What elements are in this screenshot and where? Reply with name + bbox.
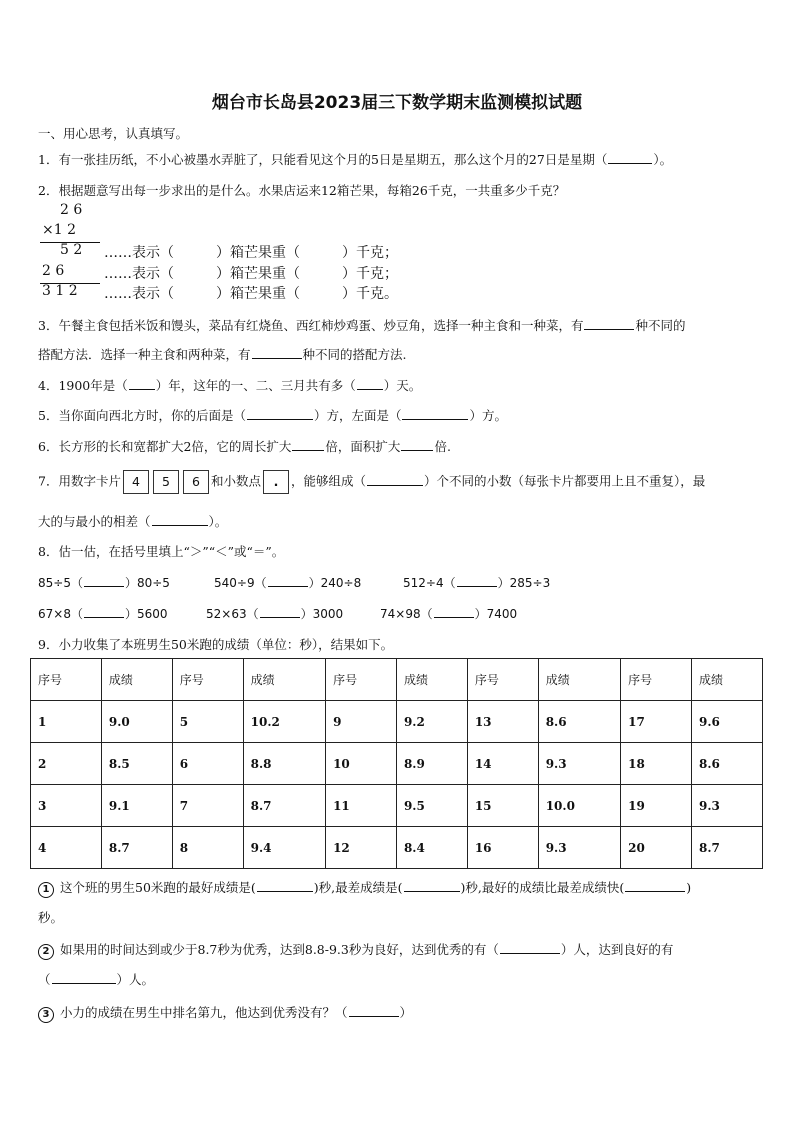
calc-row-5-num: 3 1 2: [42, 283, 78, 299]
question-1: [38, 150, 672, 168]
s3-blank[interactable]: [349, 1003, 399, 1017]
table-cell: 9.1: [101, 785, 172, 827]
table-header-cell: 成绩: [538, 659, 620, 701]
s1-text-b: )秒,最差成绩是(: [313, 880, 403, 895]
table-row: [31, 701, 763, 743]
q3-text-b: 种不同的: [635, 318, 686, 333]
table-cell: 1: [31, 701, 102, 743]
est-1-blank[interactable]: [84, 573, 124, 587]
table-header-cell: 成绩: [692, 659, 763, 701]
table-cell: 8.6: [692, 743, 763, 785]
table-cell: 8.7: [101, 827, 172, 869]
q9-sub-1-cont: 秒。: [38, 910, 64, 925]
question-5: [38, 406, 507, 424]
q7-text-f: ）。: [208, 514, 228, 529]
calc-label-1: [104, 242, 398, 262]
question-7-line-2: [38, 512, 227, 530]
question-8: 8．估一估，在括号里填上“＞”“＜”或“＝”。: [38, 544, 285, 559]
table-cell: 8.8: [243, 743, 325, 785]
q6-blank-2[interactable]: [401, 437, 433, 451]
calc-row-1: 2 6: [60, 202, 83, 218]
table-header-cell: 成绩: [243, 659, 325, 701]
q7-text-d: ）个不同的小数（每张卡片都要用上且不重复），最: [424, 473, 706, 489]
q7-text-e: 大的与最小的相差（: [38, 514, 151, 529]
table-cell: 12: [326, 827, 397, 869]
table-cell: 10.2: [243, 701, 325, 743]
table-cell: 11: [326, 785, 397, 827]
table-cell: 9.2: [396, 701, 467, 743]
table-cell: 9: [326, 701, 397, 743]
q1-text-end: ）。: [653, 152, 673, 167]
table-cell: 4: [31, 827, 102, 869]
s3-text-a: 小力的成绩在男生中排名第九，他达到优秀没有？（: [60, 1005, 348, 1020]
calc-label-1-b: ）箱芒果重（: [216, 245, 300, 261]
table-cell: 8: [172, 827, 243, 869]
digit-card-5: 5: [153, 470, 179, 494]
q6-text-b: 倍，面积扩大: [325, 439, 401, 454]
q4-blank-2[interactable]: [357, 376, 383, 390]
estimate-1: [38, 573, 170, 591]
q7-blank-1[interactable]: [367, 472, 423, 486]
table-cell: 9.6: [692, 701, 763, 743]
q3-text-a: 3．午餐主食包括米饭和馒头，菜品有红烧鱼、西红柿炒鸡蛋、炒豆角，选择一种主食和一种菜，有: [38, 318, 584, 333]
q4-blank-1[interactable]: [129, 376, 155, 390]
s2-text-c: （: [38, 972, 51, 987]
s2-text-d: ）人。: [116, 972, 155, 987]
table-header-cell: 成绩: [396, 659, 467, 701]
est-2-blank[interactable]: [268, 573, 308, 587]
q7-text-a: 7．用数字卡片: [38, 473, 121, 489]
question-4: [38, 376, 421, 394]
digit-card-4: 4: [123, 470, 149, 494]
table-cell: 18: [621, 743, 692, 785]
table-cell: 8.6: [538, 701, 620, 743]
table-row: [31, 785, 763, 827]
table-cell: 9.3: [538, 743, 620, 785]
est-5-right: ）3000: [300, 607, 344, 621]
table-cell: 10.0: [538, 785, 620, 827]
section-heading: 一、用心思考，认真填写。: [38, 126, 189, 141]
table-cell: 10: [326, 743, 397, 785]
q9-sub-2: [38, 940, 673, 960]
calc-label-3-c: ）千克。: [342, 286, 398, 302]
calc-label-2: [104, 263, 398, 283]
table-cell: 9.3: [692, 785, 763, 827]
digit-card-6: 6: [183, 470, 209, 494]
est-4-left: 67×8（: [38, 607, 83, 621]
calc-label-2-b: ）箱芒果重（: [216, 266, 300, 282]
s2-text-b: ）人，达到良好的有: [560, 942, 674, 957]
q5-text-b: ）方，左面是（: [313, 408, 402, 423]
s2-text-a: 如果用的时间达到或少于8.7秒为优秀，达到8.8-9.3秒为良好，达到优秀的有（: [60, 942, 499, 957]
table-header-cell: 序号: [326, 659, 397, 701]
estimate-6: [380, 604, 517, 622]
table-row: [31, 827, 763, 869]
question-6: [38, 437, 451, 455]
table-header-row: [31, 659, 763, 701]
scores-table: [30, 658, 763, 869]
s1-blank-2[interactable]: [404, 878, 460, 892]
q9-sub-2-cont: [38, 970, 154, 988]
question-7-line-1: [38, 470, 705, 494]
table-cell: 15: [467, 785, 538, 827]
s1-text-d: ): [686, 880, 692, 895]
q5-blank-2[interactable]: [402, 406, 468, 420]
s3-text-b: ）: [399, 1005, 413, 1020]
calc-label-2-c: ）千克；: [342, 266, 398, 282]
circled-number-3: 3: [38, 1007, 54, 1023]
calc-label-3-b: ）箱芒果重（: [216, 286, 300, 302]
table-cell: 8.4: [396, 827, 467, 869]
q9-sub-1: [38, 878, 691, 898]
table-header-cell: 序号: [172, 659, 243, 701]
calc-row-5: [42, 283, 78, 299]
question-2: 2．根据题意写出每一步求出的是什么。水果店运来12箱芒果，每箱26千克，一共重多少千克？: [38, 183, 566, 198]
q1-text: 1．有一张挂历纸，不小心被墨水弄脏了，只能看见这个月的5日是星期五，那么这个月的27日是星期（: [38, 152, 608, 167]
q7-text-b: 和小数点: [210, 473, 261, 489]
calc-row-4: [42, 263, 64, 279]
estimate-4: [38, 604, 168, 622]
q3-text-d: 种不同的搭配方法.: [302, 347, 407, 362]
table-row: [31, 743, 763, 785]
question-3-line-2: [38, 345, 407, 363]
est-3-blank[interactable]: [457, 573, 497, 587]
table-cell: 8.5: [101, 743, 172, 785]
q6-text-a: 6．长方形的长和宽都扩大2倍，它的周长扩大: [38, 439, 292, 454]
decimal-point-card: .: [263, 470, 289, 494]
est-3-right: ）285÷3: [497, 576, 551, 590]
table-cell: 9.3: [538, 827, 620, 869]
table-cell: 13: [467, 701, 538, 743]
est-1-left: 85÷5（: [38, 576, 83, 590]
s2-blank-1[interactable]: [500, 940, 560, 954]
q6-blank-1[interactable]: [292, 437, 324, 451]
q5-blank-1[interactable]: [247, 406, 313, 420]
q4-text-b: ）年，这年的一、二、三月共有多（: [155, 378, 356, 393]
table-cell: 3: [31, 785, 102, 827]
q5-text-c: ）方。: [469, 408, 507, 423]
est-6-right: ）7400: [474, 607, 518, 621]
calc-label-3-a: ……表示（: [104, 286, 174, 302]
table-cell: 16: [467, 827, 538, 869]
est-4-blank[interactable]: [84, 604, 124, 618]
table-cell: 14: [467, 743, 538, 785]
est-4-right: ）5600: [124, 607, 168, 621]
q3-blank-1[interactable]: [584, 316, 634, 330]
scores-table-body: [31, 659, 763, 869]
s1-blank-3[interactable]: [625, 878, 685, 892]
calc-row-3-num: 5 2: [60, 242, 83, 258]
est-5-blank[interactable]: [260, 604, 300, 618]
table-header-cell: 序号: [621, 659, 692, 701]
calc-label-1-c: ）千克；: [342, 245, 398, 261]
table-cell: 9.5: [396, 785, 467, 827]
q3-text-c: 搭配方法．选择一种主食和两种菜，有: [38, 347, 251, 362]
table-cell: 8.7: [692, 827, 763, 869]
calc-row-3: [60, 242, 82, 258]
table-header-cell: 成绩: [101, 659, 172, 701]
calc-label-1-a: ……表示（: [104, 245, 174, 261]
est-2-left: 540÷9（: [214, 576, 267, 590]
q3-blank-2[interactable]: [252, 345, 302, 359]
calc-row-4-num: 2 6: [42, 263, 65, 279]
table-header-cell: 序号: [467, 659, 538, 701]
table-cell: 9.0: [101, 701, 172, 743]
q6-text-c: 倍.: [434, 439, 451, 454]
q7-blank-2[interactable]: [152, 512, 208, 526]
est-3-left: 512÷4（: [403, 576, 456, 590]
table-cell: 8.7: [243, 785, 325, 827]
q4-text-c: ）天。: [383, 378, 422, 393]
page-title: 烟台市长岛县2023届三下数学期末监测模拟试题: [211, 93, 583, 113]
calc-label-2-a: ……表示（: [104, 266, 174, 282]
table-cell: 8.9: [396, 743, 467, 785]
calc-row-2: ×1 2: [42, 222, 76, 238]
table-cell: 19: [621, 785, 692, 827]
calc-label-3: [104, 283, 398, 303]
q9-sub-3: [38, 1003, 412, 1023]
est-6-left: 74×98（: [380, 607, 433, 621]
table-header-cell: 序号: [31, 659, 102, 701]
s2-blank-2[interactable]: [52, 970, 116, 984]
q1-answer-blank[interactable]: [608, 150, 652, 164]
table-cell: 6: [172, 743, 243, 785]
estimate-3: [403, 573, 550, 591]
s1-text-c: )秒,最好的成绩比最差成绩快(: [460, 880, 625, 895]
circled-number-2: 2: [38, 944, 54, 960]
table-cell: 20: [621, 827, 692, 869]
est-1-right: ）80÷5: [124, 576, 170, 590]
circled-number-1: 1: [38, 882, 54, 898]
table-cell: 9.4: [243, 827, 325, 869]
q4-text-a: 4．1900年是（: [38, 378, 128, 393]
q5-text-a: 5．当你面向西北方时，你的后面是（: [38, 408, 246, 423]
est-2-right: ）240÷8: [308, 576, 362, 590]
s1-text-a: 这个班的男生50米跑的最好成绩是(: [60, 880, 256, 895]
s1-blank-1[interactable]: [257, 878, 313, 892]
question-9: 9．小力收集了本班男生50米跑的成绩（单位：秒），结果如下。: [38, 637, 394, 652]
table-cell: 17: [621, 701, 692, 743]
table-cell: 7: [172, 785, 243, 827]
table-cell: 2: [31, 743, 102, 785]
estimate-2: [214, 573, 361, 591]
question-3-line-1: [38, 316, 685, 334]
est-5-left: 52×63（: [206, 607, 259, 621]
table-cell: 5: [172, 701, 243, 743]
est-6-blank[interactable]: [434, 604, 474, 618]
q7-text-c: ，能够组成（: [290, 473, 366, 489]
estimate-5: [206, 604, 343, 622]
